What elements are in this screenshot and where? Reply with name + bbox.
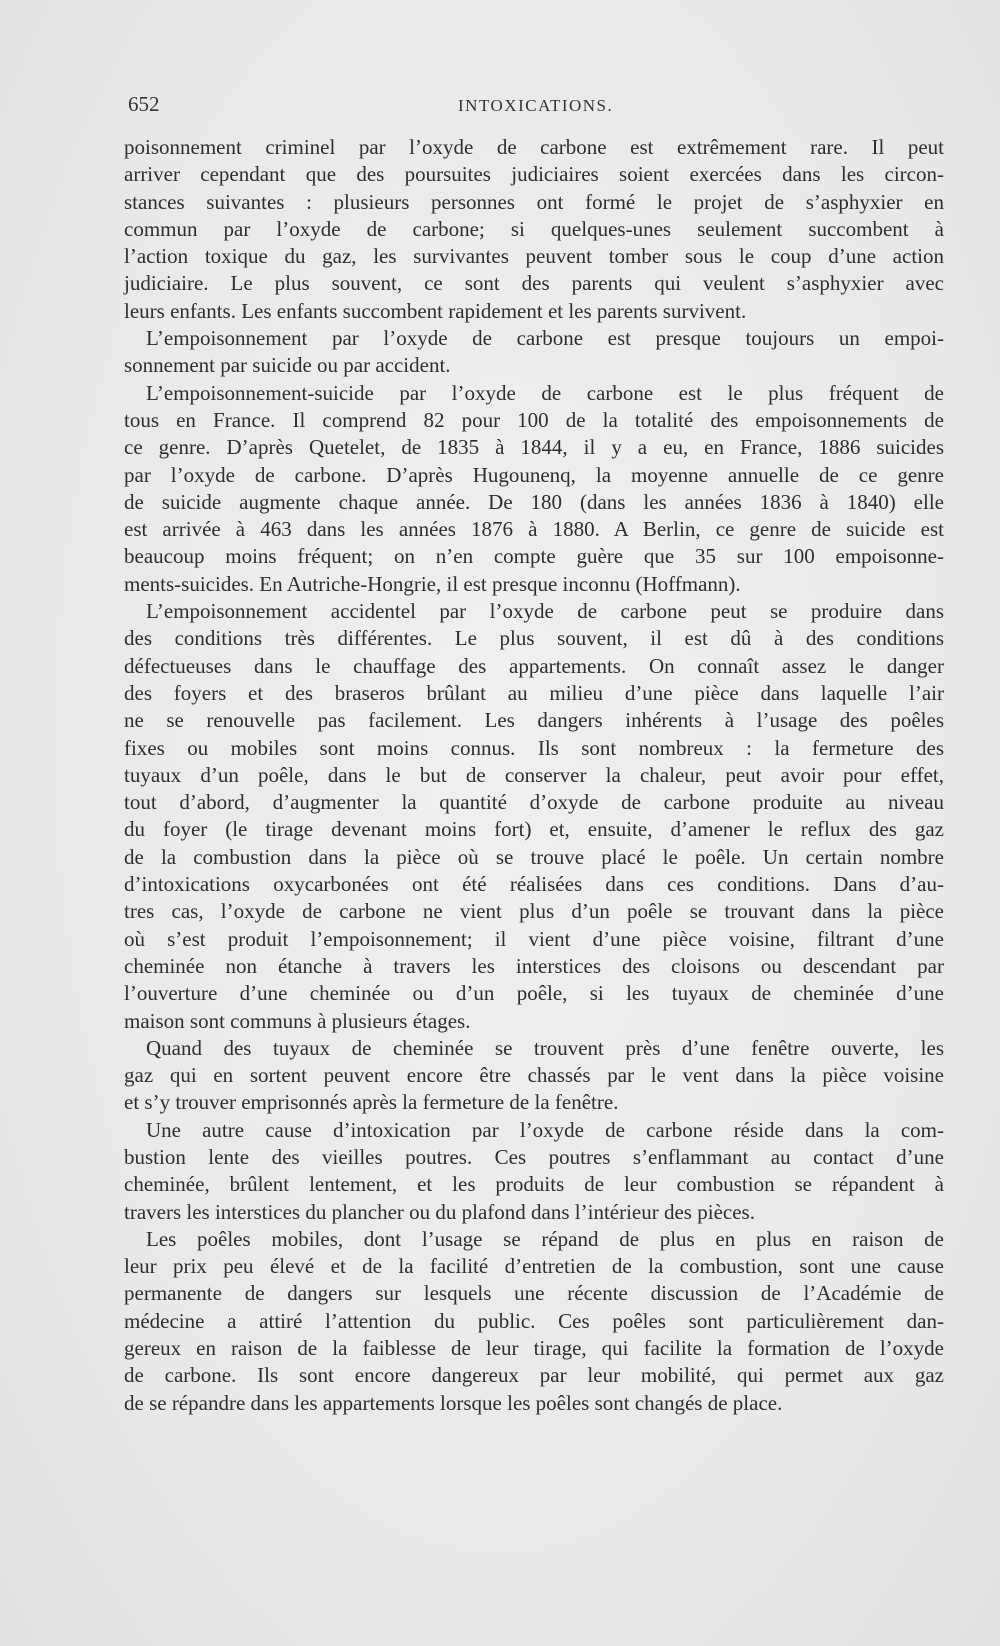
text-line: médecine a attiré l’attention du public. Ces poêles sont particulièrement dan- bbox=[124, 1308, 944, 1333]
text-line: travers les interstices du plancher ou du plafond dans l’intérieur des pièces. bbox=[124, 1199, 755, 1224]
text-line: gereux en raison de la faiblesse de leur tirage, qui facilite la formation de l’oxyde bbox=[124, 1336, 944, 1361]
text-line: tuyaux d’un poêle, dans le but de conserver la chaleur, peut avoir pour effet, bbox=[124, 762, 944, 787]
text-line: par l’oxyde de carbone. D’après Hugounenq, la moyenne annuelle de ce genre bbox=[124, 462, 944, 487]
text-line: ce genre. D’après Quetelet, de 1835 à 1844, il y a eu, en France, 1886 suicides bbox=[124, 435, 944, 460]
text-line: L’empoisonnement accidentel par l’oxyde de carbone peut se produire dans bbox=[146, 599, 944, 624]
text-line: des foyers et des braseros brûlant au milieu d’une pièce dans laquelle l’air bbox=[124, 680, 944, 705]
page-number: 652 bbox=[128, 92, 160, 116]
text-line: cheminée non étanche à travers les interstices des cloisons ou descendant par bbox=[124, 953, 944, 978]
text-line: est arrivée à 463 dans les années 1876 à 1880. A Berlin, ce genre de suicide est bbox=[124, 517, 944, 542]
text-line: leur prix peu élevé et de la facilité d’entretien de la combustion, sont une cause bbox=[124, 1254, 944, 1279]
text-line: tous en France. Il comprend 82 pour 100 de la totalité des empoisonnements de bbox=[124, 407, 944, 432]
text-line: de se répandre dans les appartements lorsque les poêles sont changés de place. bbox=[124, 1390, 783, 1415]
text-line: et s’y trouver emprisonnés après la fermeture de la fenêtre. bbox=[124, 1090, 619, 1115]
page-header bbox=[128, 92, 940, 122]
text-line: où s’est produit l’empoisonnement; il vient d’une pièce voisine, filtrant d’une bbox=[124, 926, 944, 951]
text-line: beaucoup moins fréquent; on n’en compte guère que 35 sur 100 empoisonne- bbox=[124, 544, 944, 569]
text-line: judiciaire. Le plus souvent, ce sont des parents qui veulent s’asphyxier avec bbox=[124, 271, 944, 296]
running-title: INTOXICATIONS. bbox=[458, 96, 614, 115]
text-line: Quand des tuyaux de cheminée se trouvent près d’une fenêtre ouverte, les bbox=[146, 1035, 944, 1060]
text-line: cheminée, brûlent lentement, et les produits de leur combustion se répandent à bbox=[124, 1172, 944, 1197]
text-line: du foyer (le tirage devenant moins fort) et, ensuite, d’amener le reflux des gaz bbox=[124, 817, 944, 842]
text-line: sonnement par suicide ou par accident. bbox=[124, 353, 451, 378]
text-line: arriver cependant que des poursuites judiciaires soient exercées dans les circon- bbox=[124, 162, 944, 187]
text-line: l’ouverture d’une cheminée ou d’un poêle, si les tuyaux de cheminée d’une bbox=[124, 981, 944, 1006]
text-line: gaz qui en sortent peuvent encore être chassés par le vent dans la pièce voisine bbox=[124, 1063, 944, 1088]
text-line: fixes ou mobiles sont moins connus. Ils sont nombreux : la fermeture des bbox=[124, 735, 944, 760]
body-text bbox=[124, 134, 944, 1417]
text-line: l’action toxique du gaz, les survivantes peuvent tomber sous le coup d’une action bbox=[124, 244, 944, 269]
text-line: ne se renouvelle pas facilement. Les dangers inhérents à l’usage des poêles bbox=[124, 708, 944, 733]
text-line: stances suivantes : plusieurs personnes ont formé le projet de s’asphyxier en bbox=[124, 189, 944, 214]
text-line: Les poêles mobiles, dont l’usage se répand de plus en plus en raison de bbox=[146, 1226, 944, 1251]
text-line: Une autre cause d’intoxication par l’oxyde de carbone réside dans la com- bbox=[146, 1117, 944, 1142]
text-line: permanente de dangers sur lesquels une récente discussion de l’Académie de bbox=[124, 1281, 944, 1306]
text-line: L’empoisonnement-suicide par l’oxyde de carbone est le plus fréquent de bbox=[146, 380, 944, 405]
text-line: maison sont communs à plusieurs étages. bbox=[124, 1008, 471, 1033]
text-line: L’empoisonnement par l’oxyde de carbone est presque toujours un empoi- bbox=[146, 326, 944, 351]
text-line: ments-suicides. En Autriche-Hongrie, il est presque inconnu (Hoffmann). bbox=[124, 571, 741, 596]
text-line: de la combustion dans la pièce où se trouve placé le poêle. Un certain nombre bbox=[124, 844, 944, 869]
text-line: bustion lente des vieilles poutres. Ces poutres s’enflammant au contact d’une bbox=[124, 1144, 944, 1169]
text-line: leurs enfants. Les enfants succombent rapidement et les parents survivent. bbox=[124, 298, 747, 323]
text-line: défectueuses dans le chauffage des appartements. On connaît assez le danger bbox=[124, 653, 944, 678]
text-line: commun par l’oxyde de carbone; si quelques-unes seulement succombent à bbox=[124, 216, 944, 241]
text-line: de suicide augmente chaque année. De 180 (dans les années 1836 à 1840) elle bbox=[124, 489, 944, 514]
text-line: de carbone. Ils sont encore dangereux par leur mobilité, qui permet aux gaz bbox=[124, 1363, 944, 1388]
text-line: tres cas, l’oxyde de carbone ne vient plus d’un poêle se trouvant dans la pièce bbox=[124, 899, 944, 924]
text-line: poisonnement criminel par l’oxyde de carbone est extrêmement rare. Il peut bbox=[124, 135, 944, 159]
text-line: tout d’abord, d’augmenter la quantité d’oxyde de carbone produite au niveau bbox=[124, 790, 944, 815]
text-line: des conditions très différentes. Le plus souvent, il est dû à des conditions bbox=[124, 626, 944, 651]
text-line: d’intoxications oxycarbonées ont été réalisées dans ces conditions. Dans d’au- bbox=[124, 872, 944, 897]
